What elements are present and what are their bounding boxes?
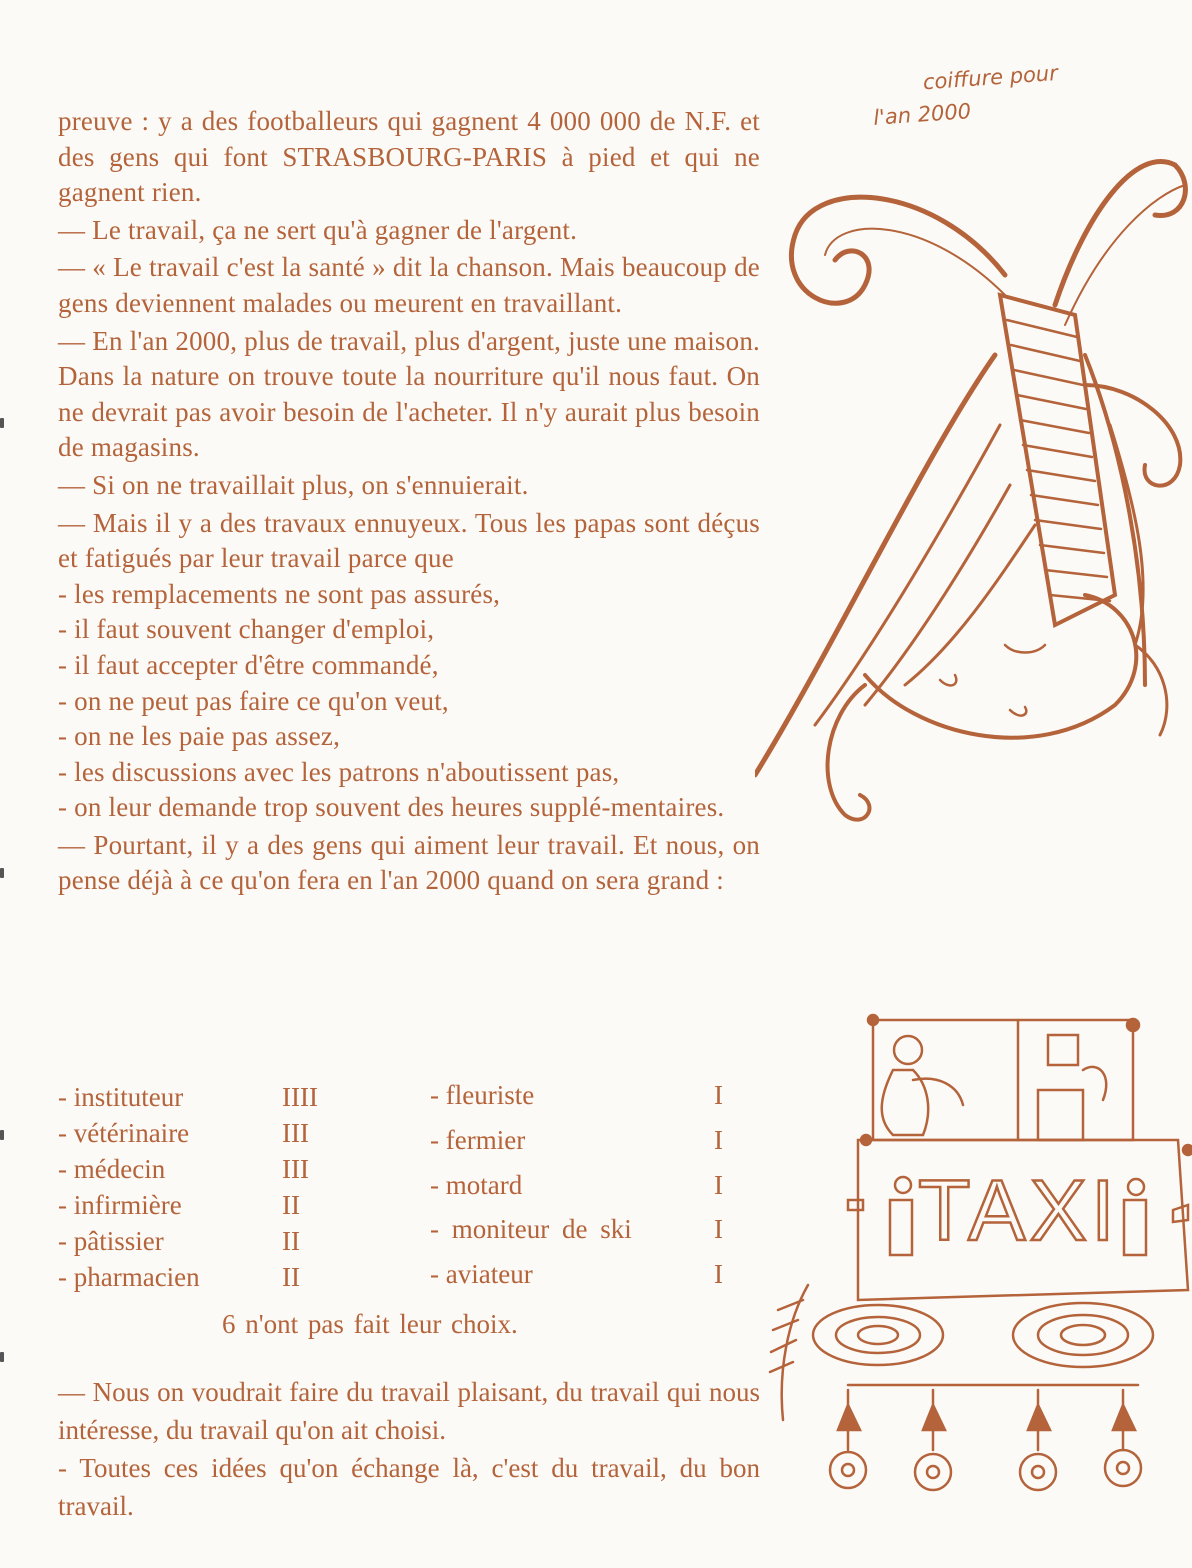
paragraph: — Mais il y a des travaux ennuyeux. Tous les papas sont déçus et fatigués par leur travail parce que xyxy=(58,507,760,574)
hairstyle-drawing xyxy=(755,125,1192,840)
job-count: I xyxy=(714,1125,723,1155)
binder-hole xyxy=(0,868,4,878)
no-choice-line: 6 n'ont pas fait leur choix. xyxy=(222,1309,518,1339)
job-name: - vétérinaire xyxy=(58,1118,190,1148)
job-name: - fleuriste xyxy=(430,1080,535,1110)
reason-item: - on leur demande trop souvent des heures supplé-mentaires. xyxy=(58,792,725,823)
reason-item: - on ne peut pas faire ce qu'on veut, xyxy=(58,685,449,716)
closing-text xyxy=(58,1373,760,1525)
paragraph: - Toutes ces idées qu'on échange là, c'est du travail, du bon travail. xyxy=(58,1453,760,1521)
job-name: - médecin xyxy=(58,1154,166,1184)
paragraph: — Pourtant, il y a des gens qui aiment leur travail. Et nous, on pense déjà à ce qu'on fera en l'an 2000 quand on sera grand : xyxy=(58,829,760,896)
job-count: II xyxy=(282,1262,300,1292)
job-name: - pâtissier xyxy=(58,1226,164,1256)
job-name: - aviateur xyxy=(430,1259,533,1289)
job-name: - instituteur xyxy=(58,1082,184,1112)
paragraph: — Le travail, ça ne sert qu'à gagner de l'argent. xyxy=(58,214,578,245)
caption-line: coiffure pour xyxy=(922,60,1059,95)
job-count: II xyxy=(282,1226,300,1256)
drawing-caption xyxy=(870,52,1134,134)
reason-item: - on ne les paie pas assez, xyxy=(58,721,341,752)
reason-item: - il faut souvent changer d'emploi, xyxy=(58,614,435,645)
binder-hole xyxy=(0,418,4,428)
main-text xyxy=(58,104,760,899)
job-name: - motard xyxy=(430,1170,523,1200)
job-count: III xyxy=(282,1118,309,1148)
job-name: - pharmacien xyxy=(58,1262,200,1292)
job-name: - moniteur de ski xyxy=(430,1214,632,1244)
job-name: - fermier xyxy=(430,1125,526,1155)
reason-item: - les remplacements ne sont pas assurés, xyxy=(58,578,501,609)
binder-hole xyxy=(0,1130,4,1140)
job-count: IIII xyxy=(282,1082,318,1112)
job-count: I xyxy=(714,1214,723,1244)
paragraph: — « Le travail c'est la santé » dit la chanson. Mais beaucoup de gens deviennent malades ou meurent en travaillant. xyxy=(58,252,760,318)
paragraph: preuve : y a des footballeurs qui gagnent 4 000 000 de N.F. et des gens qui font STRASBOURG-PARIS à pied et qui ne gagnent rien. xyxy=(58,106,760,208)
reason-item: - les discussions avec les patrons n'aboutissent pas, xyxy=(58,756,620,787)
paragraph: — Nous on voudrait faire du travail plaisant, du travail qui nous intéresse, du travail qu'on ait choisi. xyxy=(58,1377,760,1445)
job-count: III xyxy=(282,1154,309,1184)
job-count: II xyxy=(282,1190,300,1220)
binder-hole xyxy=(0,1352,4,1362)
job-count: I xyxy=(714,1259,723,1289)
caption-line: l'an 2000 xyxy=(872,99,972,130)
job-count: I xyxy=(714,1080,723,1110)
job-tally xyxy=(58,1080,758,1300)
paragraph: — En l'an 2000, plus de travail, plus d'argent, juste une maison. Dans la nature on trouve toute la nourriture qu'il nous faut. On ne devrait pas avoir besoin de l'acheter. Il n'y aurait plus besoin de magasins. xyxy=(58,325,760,463)
taxi-drawing xyxy=(768,1000,1192,1530)
job-name: - infirmière xyxy=(58,1190,182,1220)
job-count: I xyxy=(714,1170,723,1200)
paragraph: — Si on ne travaillait plus, on s'ennuierait. xyxy=(58,469,529,500)
reason-item: - il faut accepter d'être commandé, xyxy=(58,649,439,680)
taxi-sign-text: TAXI xyxy=(918,1163,1119,1259)
